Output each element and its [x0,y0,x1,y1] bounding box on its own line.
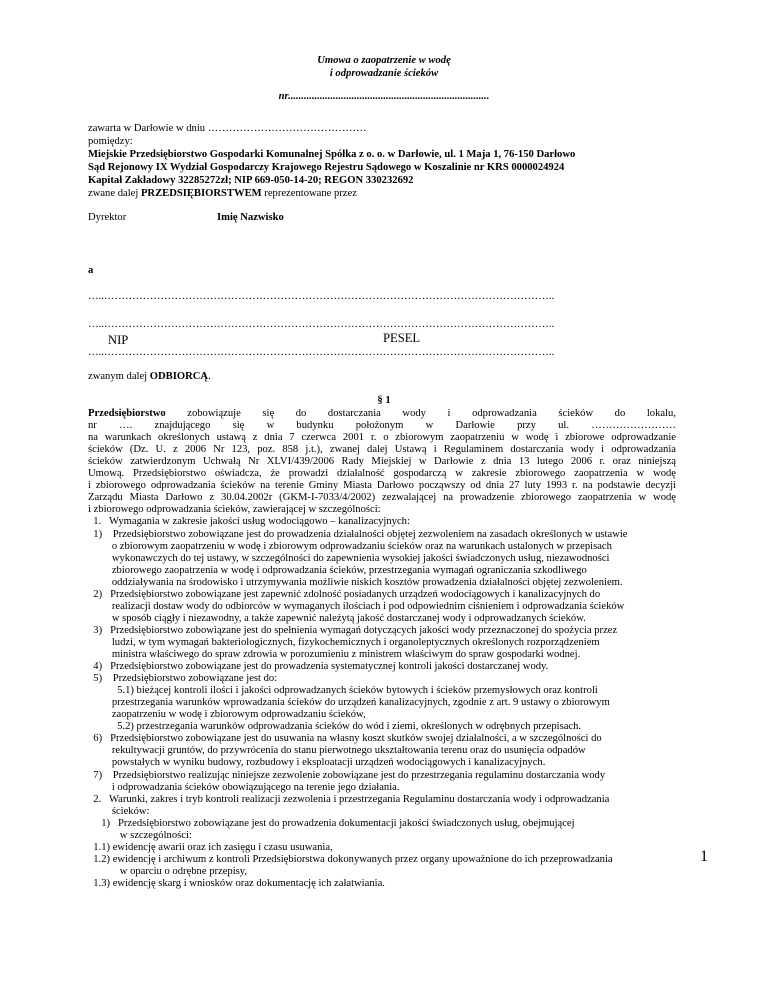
recipient-called-line [88,370,211,383]
section-line [88,744,586,757]
section-line [88,756,545,769]
section-line [88,732,602,745]
section-line [88,793,609,806]
between-line: pomiędzy: [88,136,133,147]
section-line-text: ścieków (Dz. U. z 2006 Nr 123, poz. 858 j.t.), zwanej dalej Ustawą i Regulaminem dostarczania wody i odprowadzania [88,444,676,456]
section-line-text: 2) Przedsiębiorstwo zobowiązane jest zapewnić zdolność posiadanych urządzeń wodociągowych i kanalizacyjnych do [88,588,601,600]
section-line [88,612,586,625]
section-line [88,600,624,613]
section-line-text: i odprowadzania ścieków obowiązującego na terenie jego działania. [88,781,400,793]
page-number: 1 [700,848,708,865]
section-line-text: 5.2) przestrzegania warunków odprowadzania ścieków do wód i ziemi, określonych w odrębnych przepisach. [88,721,582,733]
section-line [88,829,192,842]
section-line [88,455,676,468]
section-line [88,419,676,432]
section-line-text: i zbiorowego odprowadzania ścieków na terenie Gminy Miasta Darłowo począwszy od dnia 27 luty 1993 r. na podstawie decyzji [88,480,676,492]
section-line-text: 5.1) bieżącej kontroli ilości i jakości odprowadzanych ścieków bytowych i ścieków przemysłowych oraz kontroli [88,685,598,697]
section-line-text: 1.3) ewidencję skarg i wniosków oraz dokumentację ich załatwiania. [88,877,385,889]
company-line-3: Kapitał Zakładowy 32285272zł; NIP 669-050-14-20; REGON 330232692 [88,175,414,186]
title-line-2: i odprowadzanie ścieków [329,68,439,79]
section-line-text: realizacji dostaw wody do odbiorców w wymaganych ilościach i pod odpowiednim ciśnieniem i odprowadzania ścieków [88,600,625,612]
company-called-line [88,187,357,200]
section-line-text: 1.1) ewidencję awarii oraz ich zasięgu i czasu usuwania, [88,841,333,853]
section-line-text: oddziaływania na środowisko i utrzymywania możliwie niskich kosztów prowadzenia działalności objętej zezwoleniem. [88,576,623,588]
section-line [88,865,247,878]
section-line [88,564,587,577]
section-line-text: na warunkach określonych ustawą z dnia 7 czerwca 2001 r. o zbiorowym zaopatrzeniu w wodę i zbiorowe odprowadzanie [88,432,676,444]
section-line-text: 1) Przedsiębiorstwo zobowiązane jest do prowadzenia dokumentacji jakości świadczonych usług, obejmującej [88,817,575,829]
section-line [88,491,676,504]
section-line [88,708,366,721]
section-line [88,624,617,637]
section-line [88,648,580,661]
called-suffix: reprezentowane przez [261,188,357,199]
section-line [88,431,676,444]
section-line [88,841,333,854]
section-line [88,853,613,866]
section-line-text: zbiorowego zaopatrzenia w wodę i odprowadzania ścieków, przestrzegania wymagań ograniczania szkodliwego [88,564,587,576]
section-line [88,769,605,782]
section-line-text: 1) Przedsiębiorstwo zobowiązane jest do prowadzenia działalności objętej zezwoleniem na zasadach określonych w ustawie [88,528,628,540]
recipient-called-suffix: . [208,371,211,382]
section-line-text: w oparciu o odrębne przepisy, [88,865,248,877]
party-dots-line-3: …..……………………………………………………………………………………………………………….. [88,347,555,358]
section-line-text: Zarządu Miasta Darłowo z 30.04.2002r (GKM-I-7033/4/2002) zezwalającej na prowadzenie zbiorowego zaopatrzenia w wodę [88,492,676,504]
section-line [88,805,150,818]
party-a: a [88,265,94,276]
section-line [88,781,400,794]
section-line-text: i zbiorowego odprowadzania ścieków, zawierającej w szczególności: [88,504,381,516]
section-line-text: w szczególności: [88,829,192,841]
section-line [88,720,581,733]
section-line [88,636,600,649]
section-line-text: ludzi, w tym wymagań bakteriologicznych, fizykochemicznych i organoleptycznych określonych rozporządzeniem [88,636,600,648]
nip-label: NIP [108,333,129,347]
section-line [88,503,381,516]
section-line [88,696,610,709]
section-line [88,443,676,456]
section-line [88,552,610,565]
section-line-text: wykonawczych do tej ustawy, w szczególności do zapewnienia wysokiej jakości świadczonych usług, niezawodności [88,552,610,564]
section-line-text: zobowiązuje się do dostarczania wody i odprowadzania ścieków do lokalu, [165,408,676,419]
section-line [88,528,628,541]
section-line [88,515,410,528]
company-role: PRZEDSIĘBIORSTWEM [140,188,262,199]
section-line-text: 5) Przedsiębiorstwo zobowiązane jest do: [88,673,278,685]
section-line [88,660,548,673]
director-name: Imię Nazwisko [217,212,284,223]
recipient-called-prefix: zwanym dalej [88,371,150,382]
bold-term: Przedsiębiorstwo [88,408,166,419]
party-dots-line-1: …..……………………………………………………………………………………………………………….. [88,291,555,302]
section-line-text: ścieków zatwierdzonym Uchwałą Nr XLVI/439/2006 Rady Miejskiej w Darłowie z dnia 13 lutego 2006 r. oraz niniejszą [88,456,676,468]
section-line-text: przestrzegania warunków wprowadzania ścieków do urządzeń kanalizacyjnych, zgodnie z art. 9 ustawy o zbiorowym [88,697,610,709]
section-line-text: 6) Przedsiębiorstwo zobowiązane jest do usuwania na własny koszt skutków swojej działalności, a w szczególności do [88,733,602,745]
concluded-line: zawarta w Darłowie w dniu ……………………………………… [88,123,367,134]
section-line-text: 4) Przedsiębiorstwo zobowiązane jest do prowadzenia systematycznej kontroli jakości dostarczanej wody. [88,661,549,673]
section-line-text: w sposób ciągły i niezawodny, a także zapewnić należytą jakość dostarczanej wody i odprowadzanych ścieków. [88,612,586,624]
section-line [88,684,598,697]
company-line-1: Miejskie Przedsiębiorstwo Gospodarki Komunalnej Spółka z o. o. w Darłowie, ul. 1 Maja 1, 76-150 Darłowo [88,149,576,160]
section-line-text: 3) Przedsiębiorstwo zobowiązane jest do spełnienia wymagań dotyczących jakości wody przeznaczonej do spożycia przez [88,624,618,636]
section-line [88,479,676,492]
section-line-text: o zbiorowym zaopatrzeniu w wodę i zbiorowym odprowadzaniu ścieków oraz na warunkach ustalonych w przepisach [88,540,612,552]
title-line-1: Umowa o zaopatrzenie w wodę [317,55,451,66]
section-line [88,467,676,480]
called-prefix: zwane dalej [88,188,141,199]
section-line-text: rekultywacji gruntów, do przywrócenia do stanu pierwotnego ukształtowania terenu oraz do usunięcia odpadów [88,745,586,757]
section-line [88,576,623,589]
section-line [88,588,600,601]
pesel-label: PESEL [383,331,421,345]
company-line-2: Sąd Rejonowy IX Wydział Gospodarczy Krajowego Rejestru Sądowego w Koszalinie nr KRS 0000024924 [88,162,565,173]
director-label: Dyrektor [88,212,127,223]
section-line [88,540,612,553]
section-line-text: nr …. znajdującego się w budynku położonym w Darłowie przy ul. …………………… [88,420,676,432]
section-line-text: 2. Warunki, zakres i tryb kontroli realizacji zezwolenia i przestrzegania Regulaminu dostarczania wody i odprowadzania [88,793,610,805]
section-line [88,817,575,830]
section-line-text: Umową. Przedsiębiorstwo oświadcza, że prowadzi działalność gospodarczą w zakresie zbiorowego zaopatrzenia w wodę [88,468,676,480]
section-line-text: ścieków: [88,805,150,817]
section-line-text: 1.2) ewidencję i archiwum z kontroli Przedsiębiorstwa dokonywanych przez organy upoważnione do ich przeprowadzania [88,853,613,865]
section-line-text: ministra właściwego do spraw zdrowia w porozumieniu z ministrem właściwym do spraw gospodarki wodnej. [88,649,581,660]
section-heading: § 1 [377,395,391,406]
section-line-text: zaopatrzeniu w wodę i zbiorowym odprowadzaniu ścieków, [88,709,366,721]
section-line [88,672,277,685]
recipient-role: ODBIORCĄ [149,371,209,382]
contract-number: nr............................................................................ [278,91,490,102]
party-dots-line-2: …..……………………………………………………………………………………………………………….. [88,319,555,330]
section-line-text: 7) Przedsiębiorstwo realizując niniejsze zezwolenie zobowiązane jest do przestrzegania regulaminu dostarczania wody [88,769,606,781]
section-line-text: 1. Wymagania w zakresie jakości usług wodociągowo – kanalizacyjnych: [88,516,410,528]
section-line [88,877,385,890]
section-line [88,407,676,420]
section-line-text: powstałych w wyniku budowy, rozbudowy i eksploatacji urządzeń wodociągowych i kanalizacyjnych. [88,757,546,769]
